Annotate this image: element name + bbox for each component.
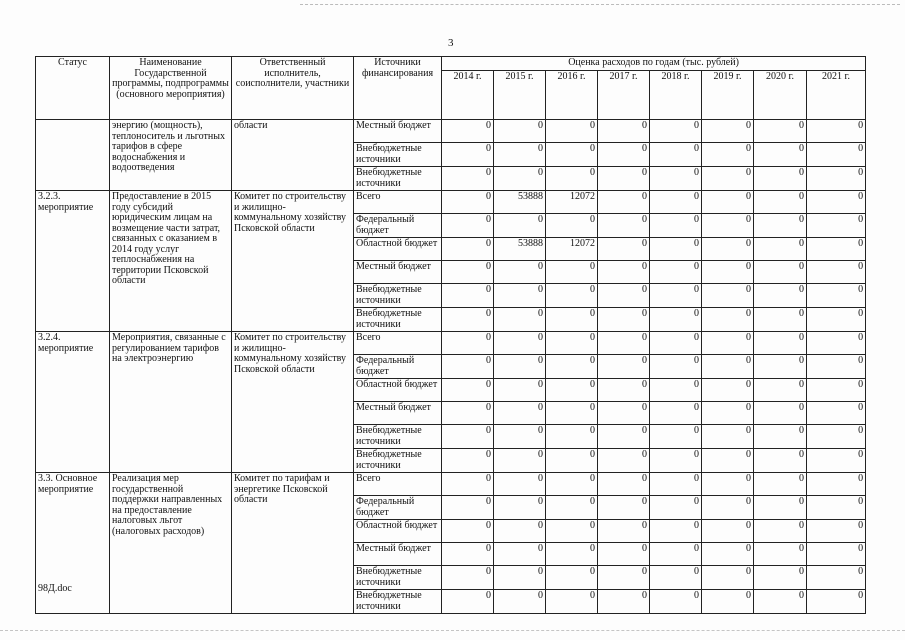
amount-cell: 0 — [807, 238, 866, 261]
amount-cell: 0 — [807, 425, 866, 449]
amount-cell: 0 — [598, 590, 650, 614]
amount-cell: 0 — [494, 520, 546, 543]
amount-cell: 0 — [807, 120, 866, 143]
header-status: Статус — [36, 57, 110, 120]
amount-cell: 0 — [754, 332, 807, 355]
amount-cell: 0 — [442, 402, 494, 425]
amount-cell: 0 — [650, 238, 702, 261]
amount-cell: 0 — [807, 214, 866, 238]
section-name: Мероприятия, связанные с регулированием тарифов на электроэнергию — [110, 332, 232, 473]
amount-cell: 0 — [442, 496, 494, 520]
amount-cell: 12072 — [546, 238, 598, 261]
header-name: Наименование Государственной программы, подпрограммы (основного мероприятия) — [110, 57, 232, 120]
amount-cell: 0 — [754, 355, 807, 379]
amount-cell: 0 — [598, 543, 650, 566]
amount-cell: 0 — [442, 520, 494, 543]
amount-cell: 0 — [650, 143, 702, 167]
header-row — [36, 57, 866, 71]
amount-cell: 0 — [754, 120, 807, 143]
amount-cell: 0 — [702, 143, 754, 167]
amount-cell: 0 — [494, 566, 546, 590]
amount-cell: 0 — [494, 214, 546, 238]
amount-cell: 0 — [494, 473, 546, 496]
amount-cell: 0 — [702, 402, 754, 425]
amount-cell: 0 — [754, 284, 807, 308]
funding-source: Всего — [354, 191, 442, 214]
amount-cell: 0 — [702, 449, 754, 473]
funding-source: Местный бюджет — [354, 120, 442, 143]
scan-artifact-bottom — [0, 630, 905, 631]
amount-cell: 0 — [598, 473, 650, 496]
amount-cell: 0 — [598, 355, 650, 379]
amount-cell: 0 — [650, 332, 702, 355]
funding-source: Местный бюджет — [354, 261, 442, 284]
amount-cell: 0 — [807, 355, 866, 379]
funding-source: Областной бюджет — [354, 238, 442, 261]
section-executor: области — [232, 120, 354, 191]
section-status — [36, 120, 110, 191]
funding-source: Внебюджетные источники — [354, 590, 442, 614]
amount-cell: 0 — [702, 496, 754, 520]
amount-cell: 0 — [807, 308, 866, 332]
amount-cell: 0 — [702, 520, 754, 543]
funding-source: Внебюджетные источники — [354, 143, 442, 167]
amount-cell: 0 — [650, 590, 702, 614]
amount-cell: 0 — [807, 449, 866, 473]
amount-cell: 0 — [650, 120, 702, 143]
amount-cell: 0 — [442, 543, 494, 566]
amount-cell: 0 — [807, 167, 866, 191]
amount-cell: 0 — [754, 308, 807, 332]
amount-cell: 0 — [494, 590, 546, 614]
amount-cell: 0 — [546, 590, 598, 614]
header-years-title: Оценка расходов по годам (тыс. рублей) — [442, 57, 866, 71]
amount-cell: 0 — [702, 355, 754, 379]
amount-cell: 0 — [598, 261, 650, 284]
funding-source: Внебюджетные источники — [354, 308, 442, 332]
amount-cell: 0 — [494, 449, 546, 473]
amount-cell: 0 — [650, 379, 702, 402]
amount-cell: 0 — [754, 543, 807, 566]
amount-cell: 0 — [598, 308, 650, 332]
funding-source: Внебюджетные источники — [354, 284, 442, 308]
amount-cell: 0 — [494, 261, 546, 284]
amount-cell: 0 — [546, 167, 598, 191]
amount-cell: 0 — [702, 308, 754, 332]
amount-cell: 0 — [702, 238, 754, 261]
amount-cell: 0 — [494, 543, 546, 566]
amount-cell: 0 — [650, 214, 702, 238]
funding-source: Федеральный бюджет — [354, 496, 442, 520]
amount-cell: 0 — [598, 143, 650, 167]
amount-cell: 0 — [546, 261, 598, 284]
table-row — [36, 120, 866, 143]
amount-cell: 0 — [702, 261, 754, 284]
section-name: энергию (мощность), теплоноситель и льготных тарифов в сфере водоснабжения и водоотведения — [110, 120, 232, 191]
amount-cell: 0 — [598, 566, 650, 590]
document-filename: 98Д.doc — [38, 583, 72, 594]
amount-cell: 0 — [650, 284, 702, 308]
amount-cell: 0 — [702, 543, 754, 566]
scan-artifact-top — [300, 4, 900, 5]
header-year: 2017 г. — [598, 71, 650, 120]
amount-cell: 0 — [598, 496, 650, 520]
amount-cell: 0 — [546, 543, 598, 566]
amount-cell: 0 — [598, 425, 650, 449]
amount-cell: 0 — [650, 261, 702, 284]
section-name: Предоставление в 2015 году субсидий юридическим лицам на возмещение части затрат, связанных с оказанием в 2014 году услуг теплоснабжения на территории Псковской области — [110, 191, 232, 332]
amount-cell: 0 — [442, 120, 494, 143]
amount-cell: 0 — [442, 355, 494, 379]
amount-cell: 0 — [807, 566, 866, 590]
amount-cell: 0 — [494, 425, 546, 449]
header-year: 2018 г. — [650, 71, 702, 120]
amount-cell: 0 — [546, 379, 598, 402]
amount-cell: 0 — [494, 308, 546, 332]
amount-cell: 0 — [807, 402, 866, 425]
amount-cell: 0 — [650, 167, 702, 191]
amount-cell: 0 — [754, 425, 807, 449]
amount-cell: 0 — [702, 590, 754, 614]
amount-cell: 0 — [546, 120, 598, 143]
amount-cell: 0 — [494, 143, 546, 167]
amount-cell: 0 — [650, 566, 702, 590]
amount-cell: 0 — [702, 566, 754, 590]
amount-cell: 0 — [442, 590, 494, 614]
amount-cell: 0 — [754, 402, 807, 425]
amount-cell: 0 — [442, 449, 494, 473]
amount-cell: 0 — [442, 238, 494, 261]
amount-cell: 0 — [598, 167, 650, 191]
funding-source: Внебюджетные источники — [354, 449, 442, 473]
amount-cell: 0 — [702, 167, 754, 191]
amount-cell: 0 — [494, 379, 546, 402]
amount-cell: 0 — [650, 520, 702, 543]
amount-cell: 0 — [702, 120, 754, 143]
amount-cell: 0 — [807, 473, 866, 496]
table-row — [36, 191, 866, 214]
funding-source: Областной бюджет — [354, 520, 442, 543]
amount-cell: 0 — [807, 191, 866, 214]
amount-cell: 0 — [754, 449, 807, 473]
amount-cell: 0 — [807, 379, 866, 402]
funding-source: Местный бюджет — [354, 402, 442, 425]
amount-cell: 0 — [650, 473, 702, 496]
section-executor: Комитет по тарифам и энергетике Псковской области — [232, 473, 354, 614]
amount-cell: 0 — [442, 143, 494, 167]
amount-cell: 0 — [442, 332, 494, 355]
amount-cell: 0 — [546, 308, 598, 332]
amount-cell: 0 — [598, 449, 650, 473]
amount-cell: 0 — [494, 402, 546, 425]
amount-cell: 0 — [702, 191, 754, 214]
amount-cell: 0 — [598, 238, 650, 261]
funding-source: Внебюджетные источники — [354, 167, 442, 191]
amount-cell: 0 — [494, 284, 546, 308]
header-sources: Источники финансирования — [354, 57, 442, 120]
amount-cell: 0 — [807, 143, 866, 167]
amount-cell: 0 — [650, 425, 702, 449]
funding-source: Всего — [354, 473, 442, 496]
amount-cell: 0 — [546, 332, 598, 355]
page-number: 3 — [448, 37, 454, 49]
amount-cell: 0 — [754, 261, 807, 284]
amount-cell: 0 — [650, 543, 702, 566]
amount-cell: 0 — [754, 590, 807, 614]
amount-cell: 0 — [702, 379, 754, 402]
amount-cell: 0 — [598, 402, 650, 425]
amount-cell: 0 — [546, 284, 598, 308]
amount-cell: 0 — [754, 379, 807, 402]
amount-cell: 0 — [442, 379, 494, 402]
amount-cell: 0 — [546, 214, 598, 238]
amount-cell: 0 — [650, 449, 702, 473]
amount-cell: 0 — [754, 496, 807, 520]
amount-cell: 0 — [650, 355, 702, 379]
amount-cell: 0 — [494, 355, 546, 379]
section-status: 3.2.4. мероприятие — [36, 332, 110, 473]
section-status: 3.3. Основное мероприятие — [36, 473, 110, 614]
header-year: 2019 г. — [702, 71, 754, 120]
amount-cell: 0 — [807, 496, 866, 520]
funding-source: Внебюджетные источники — [354, 566, 442, 590]
amount-cell: 53888 — [494, 191, 546, 214]
amount-cell: 0 — [546, 355, 598, 379]
section-status: 3.2.3. мероприятие — [36, 191, 110, 332]
amount-cell: 0 — [650, 402, 702, 425]
funding-source: Областной бюджет — [354, 379, 442, 402]
amount-cell: 0 — [754, 143, 807, 167]
amount-cell: 0 — [598, 520, 650, 543]
amount-cell: 0 — [494, 496, 546, 520]
amount-cell: 12072 — [546, 191, 598, 214]
amount-cell: 0 — [598, 332, 650, 355]
funding-source: Внебюджетные источники — [354, 425, 442, 449]
amount-cell: 0 — [442, 284, 494, 308]
amount-cell: 0 — [702, 284, 754, 308]
amount-cell: 0 — [754, 473, 807, 496]
amount-cell: 0 — [754, 191, 807, 214]
header-year: 2015 г. — [494, 71, 546, 120]
amount-cell: 0 — [546, 425, 598, 449]
funding-source: Федеральный бюджет — [354, 214, 442, 238]
amount-cell: 0 — [650, 496, 702, 520]
table-row — [36, 332, 866, 355]
amount-cell: 0 — [442, 308, 494, 332]
section-executor: Комитет по строительству и жилищно-коммунальному хозяйству Псковской области — [232, 191, 354, 332]
table-body — [36, 120, 866, 614]
amount-cell: 0 — [807, 543, 866, 566]
amount-cell: 0 — [598, 379, 650, 402]
header-year: 2016 г. — [546, 71, 598, 120]
amount-cell: 0 — [442, 191, 494, 214]
amount-cell: 0 — [807, 332, 866, 355]
amount-cell: 0 — [442, 261, 494, 284]
funding-source: Всего — [354, 332, 442, 355]
amount-cell: 0 — [598, 284, 650, 308]
funding-source: Местный бюджет — [354, 543, 442, 566]
amount-cell: 0 — [442, 214, 494, 238]
amount-cell: 0 — [546, 496, 598, 520]
amount-cell: 53888 — [494, 238, 546, 261]
amount-cell: 0 — [807, 284, 866, 308]
amount-cell: 0 — [702, 332, 754, 355]
header-year: 2020 г. — [754, 71, 807, 120]
amount-cell: 0 — [754, 167, 807, 191]
amount-cell: 0 — [442, 473, 494, 496]
amount-cell: 0 — [702, 473, 754, 496]
section-name: Реализация мер государственной поддержки направленных на предоставление налоговых льгот (налоговых расходов) — [110, 473, 232, 614]
amount-cell: 0 — [546, 143, 598, 167]
header-year: 2014 г. — [442, 71, 494, 120]
amount-cell: 0 — [546, 402, 598, 425]
amount-cell: 0 — [702, 214, 754, 238]
amount-cell: 0 — [546, 449, 598, 473]
amount-cell: 0 — [494, 332, 546, 355]
amount-cell: 0 — [754, 566, 807, 590]
header-executor: Ответственный исполнитель, соисполнители, участники — [232, 57, 354, 120]
amount-cell: 0 — [598, 214, 650, 238]
table-row — [36, 473, 866, 496]
funding-source: Федеральный бюджет — [354, 355, 442, 379]
header-year: 2021 г. — [807, 71, 866, 120]
amount-cell: 0 — [754, 520, 807, 543]
amount-cell: 0 — [702, 425, 754, 449]
amount-cell: 0 — [650, 308, 702, 332]
amount-cell: 0 — [546, 473, 598, 496]
amount-cell: 0 — [807, 590, 866, 614]
budget-table — [35, 56, 866, 614]
amount-cell: 0 — [754, 214, 807, 238]
amount-cell: 0 — [598, 191, 650, 214]
section-executor: Комитет по строительству и жилищно-коммунальному хозяйству Псковской области — [232, 332, 354, 473]
amount-cell: 0 — [546, 520, 598, 543]
amount-cell: 0 — [494, 120, 546, 143]
amount-cell: 0 — [442, 167, 494, 191]
amount-cell: 0 — [442, 566, 494, 590]
amount-cell: 0 — [650, 191, 702, 214]
amount-cell: 0 — [807, 261, 866, 284]
amount-cell: 0 — [807, 520, 866, 543]
amount-cell: 0 — [442, 425, 494, 449]
amount-cell: 0 — [546, 566, 598, 590]
amount-cell: 0 — [494, 167, 546, 191]
amount-cell: 0 — [598, 120, 650, 143]
amount-cell: 0 — [754, 238, 807, 261]
